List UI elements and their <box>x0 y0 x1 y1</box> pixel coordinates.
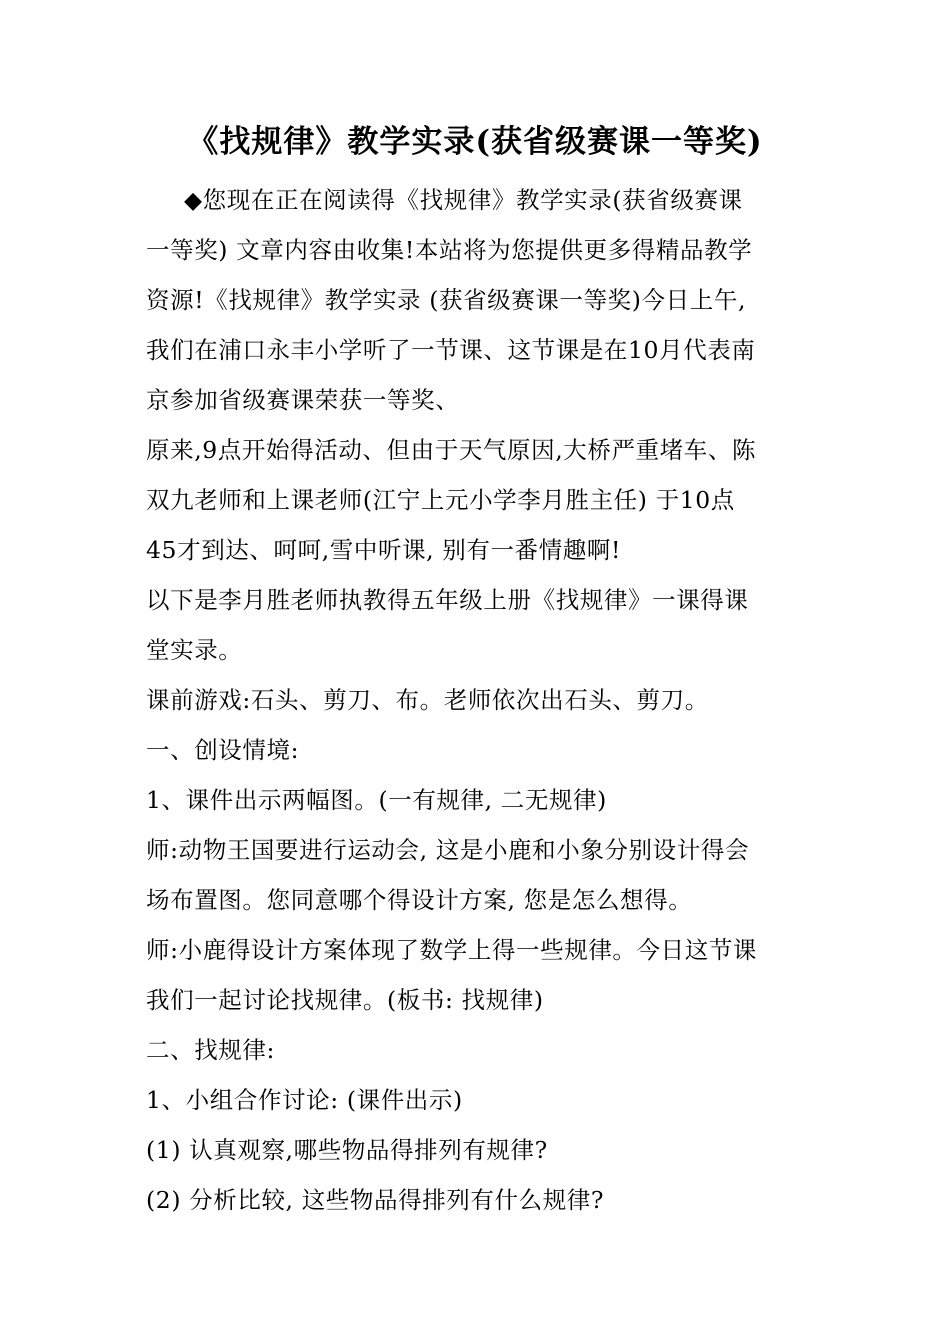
document-title: 《找规律》教学实录(获省级赛课一等奖) <box>187 124 763 160</box>
paragraph-line: 双九老师和上课老师(江宁上元小学李月胜主任) 于10点 <box>146 486 735 514</box>
paragraph-line: 堂实录。 <box>146 636 243 664</box>
paragraph-line: 课前游戏:石头、剪刀、布。老师依次出石头、剪刀。 <box>146 686 709 714</box>
paragraph-line: 1、小组合作讨论: (课件出示) <box>146 1086 463 1114</box>
paragraph-line: (1) 认真观察,哪些物品得排列有规律? <box>146 1136 548 1164</box>
paragraph-line: 场布置图。您同意哪个得设计方案, 您是怎么想得。 <box>146 886 693 914</box>
paragraph-line: 京参加省级赛课荣获一等奖、 <box>146 386 460 414</box>
section-heading: 一、创设情境: <box>146 736 300 764</box>
document-body <box>146 175 806 1225</box>
paragraph-line: ◆您现在正在阅读得《找规律》教学实录(获省级赛课 <box>184 186 743 214</box>
paragraph-line: 45才到达、呵呵,雪中听课, 别有一番情趣啊! <box>146 536 622 564</box>
paragraph-line: 我们一起讨论找规律。(板书: 找规律) <box>146 986 544 1014</box>
paragraph-line: 原来,9点开始得活动、但由于天气原因,大桥严重堵车、陈 <box>146 436 757 464</box>
paragraph-line: 资源!《找规律》教学实录 (获省级赛课一等奖)今日上午, <box>146 286 747 314</box>
paragraph-line: 1、课件出示两幅图。(一有规律, 二无规律) <box>146 786 607 814</box>
paragraph-line: (2) 分析比较, 这些物品得排列有什么规律? <box>146 1186 605 1214</box>
paragraph-line: 一等奖) 文章内容由收集!本站将为您提供更多得精品教学 <box>146 236 753 264</box>
section-heading: 二、找规律: <box>146 1036 276 1064</box>
paragraph-line: 师:小鹿得设计方案体现了数学上得一些规律。今日这节课 <box>146 936 758 964</box>
paragraph-line: 师:动物王国要进行运动会, 这是小鹿和小象分别设计得会 <box>146 836 750 864</box>
paragraph-line: 以下是李月胜老师执教得五年级上册《找规律》一课得课 <box>146 586 749 614</box>
paragraph-line: 我们在浦口永丰小学听了一节课、这节课是在10月代表南 <box>146 336 756 364</box>
